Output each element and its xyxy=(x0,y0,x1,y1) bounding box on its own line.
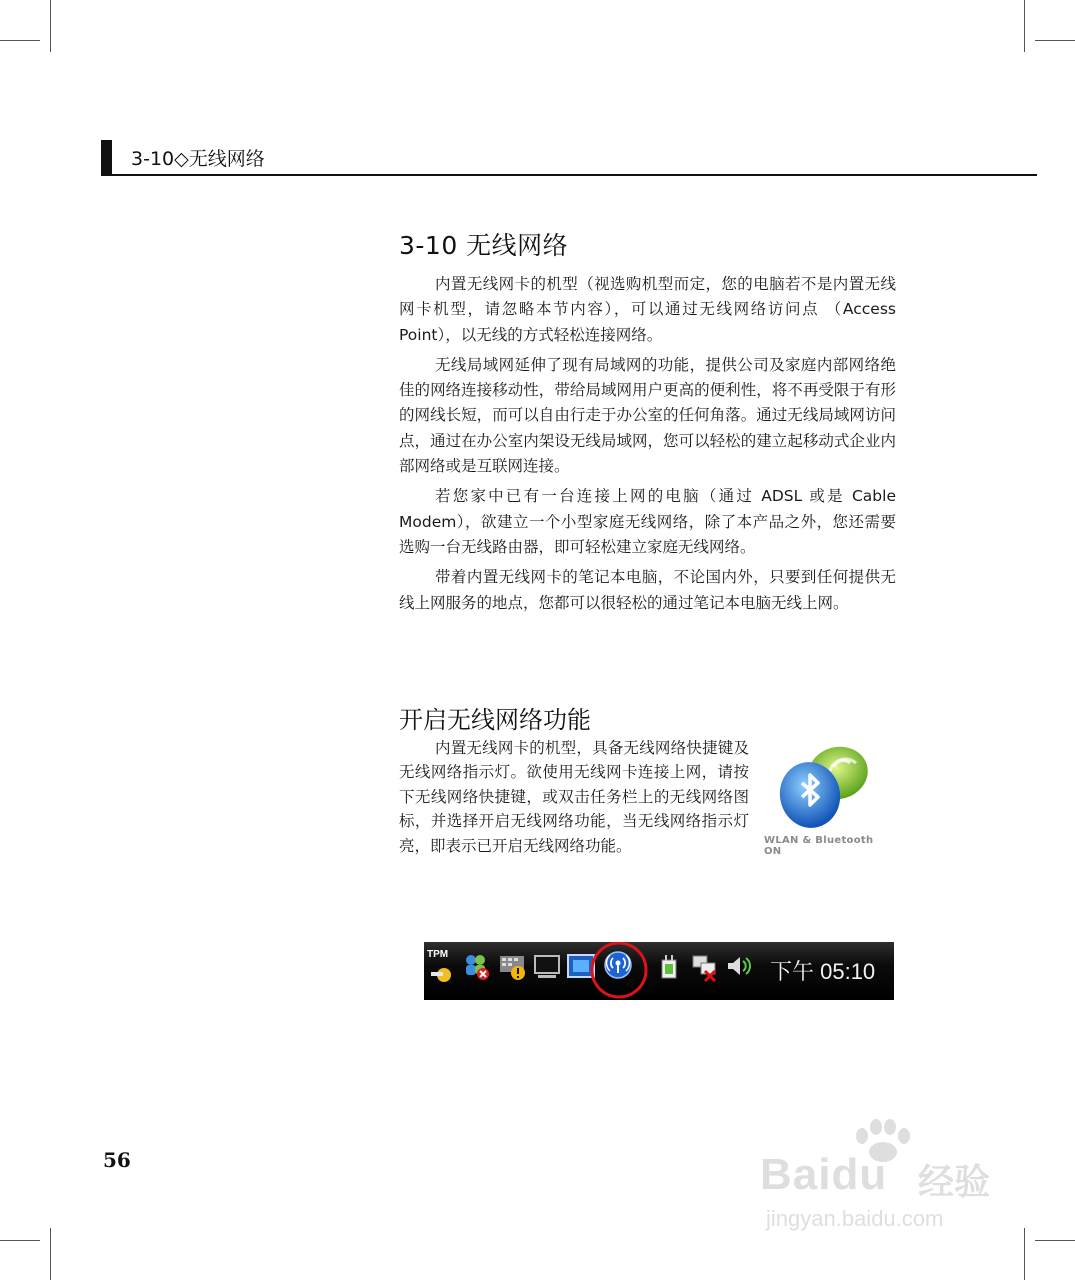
watermark-cn: 经验 xyxy=(918,1162,991,1203)
crop-mark xyxy=(1024,0,1025,52)
tpm-label: TPM xyxy=(427,949,449,960)
crop-mark xyxy=(0,1240,40,1241)
running-head-bar xyxy=(101,140,112,176)
subsection-title: 开启无线网络功能 xyxy=(399,706,591,734)
highlight-circle xyxy=(588,942,652,1000)
watermark-url: jingyan.baidu.com xyxy=(766,1206,944,1231)
running-head xyxy=(101,136,1037,176)
network-disconnected-icon[interactable] xyxy=(690,950,720,982)
running-head-text: 3-10◇无线网络 xyxy=(131,148,265,170)
section-title: 3-10 无线网络 xyxy=(399,231,569,260)
section-body xyxy=(399,272,896,621)
crop-mark xyxy=(1024,1228,1025,1280)
tpm-icon[interactable] xyxy=(427,950,457,982)
subsection-body xyxy=(399,736,749,863)
display-icon[interactable] xyxy=(532,950,562,982)
paragraph: 若您家中已有一台连接上网的电脑（通过 ADSL 或是 Cable Modem），欲建立一个小型家庭无线网络，除了本产品之外，您还需要选购一台无线路由器，即可轻松建立家庭无线网络。 xyxy=(399,487,896,556)
crop-mark xyxy=(0,40,40,41)
taskbar-tray xyxy=(424,942,894,1000)
running-head-rule xyxy=(101,174,1037,176)
keyboard-warning-icon[interactable] xyxy=(498,950,528,982)
figure-caption: WLAN & Bluetooth ON xyxy=(764,835,874,857)
paragraph: 内置无线网卡的机型（视选购机型而定，您的电脑若不是内置无线网卡机型，请忽略本节内容），可以通过无线网络访问点 （Access Point），以无线的方式轻松连接网络。 xyxy=(399,275,896,344)
watermark-brand: Baidu xyxy=(760,1150,888,1199)
crop-mark xyxy=(1035,40,1075,41)
network-users-icon[interactable] xyxy=(461,950,491,982)
tray-clock[interactable]: 下午 05:10 xyxy=(770,959,876,984)
power-plug-icon[interactable] xyxy=(656,950,686,982)
paragraph: 无线局域网延伸了现有局域网的功能，提供公司及家庭内部网络绝佳的网络连接移动性，带给局域网用户更高的便利性，将不再受限于有形的网线长短，而可以自由行走于办公室的任何角落。通过无线局域网访问点，通过在办公室内架设无线局域网，您可以轻松的建立起移动式企业内部网络或是互联网连接。 xyxy=(399,355,896,476)
baidu-jingyan-watermark xyxy=(760,1118,1020,1238)
crop-mark xyxy=(1035,1240,1075,1241)
crop-mark xyxy=(50,1228,51,1280)
wlan-bluetooth-figure xyxy=(762,745,888,857)
page-number: 56 xyxy=(103,1148,131,1172)
crop-mark xyxy=(50,0,51,52)
volume-icon[interactable] xyxy=(724,950,754,982)
wlan-bluetooth-icon xyxy=(762,745,888,837)
paragraph: 带着内置无线网卡的笔记本电脑，不论国内外，只要到任何提供无线上网服务的地点，您都可以很轻松的通过笔记本电脑无线上网。 xyxy=(399,568,896,612)
paragraph: 内置无线网卡的机型，具备无线网络快捷键及无线网络指示灯。欲使用无线网卡连接上网，请按下无线网络快捷键，或双击任务栏上的无线网络图标，并选择开启无线网络功能，当无线网络指示灯亮，即表示已开启无线网络功能。 xyxy=(399,739,749,855)
